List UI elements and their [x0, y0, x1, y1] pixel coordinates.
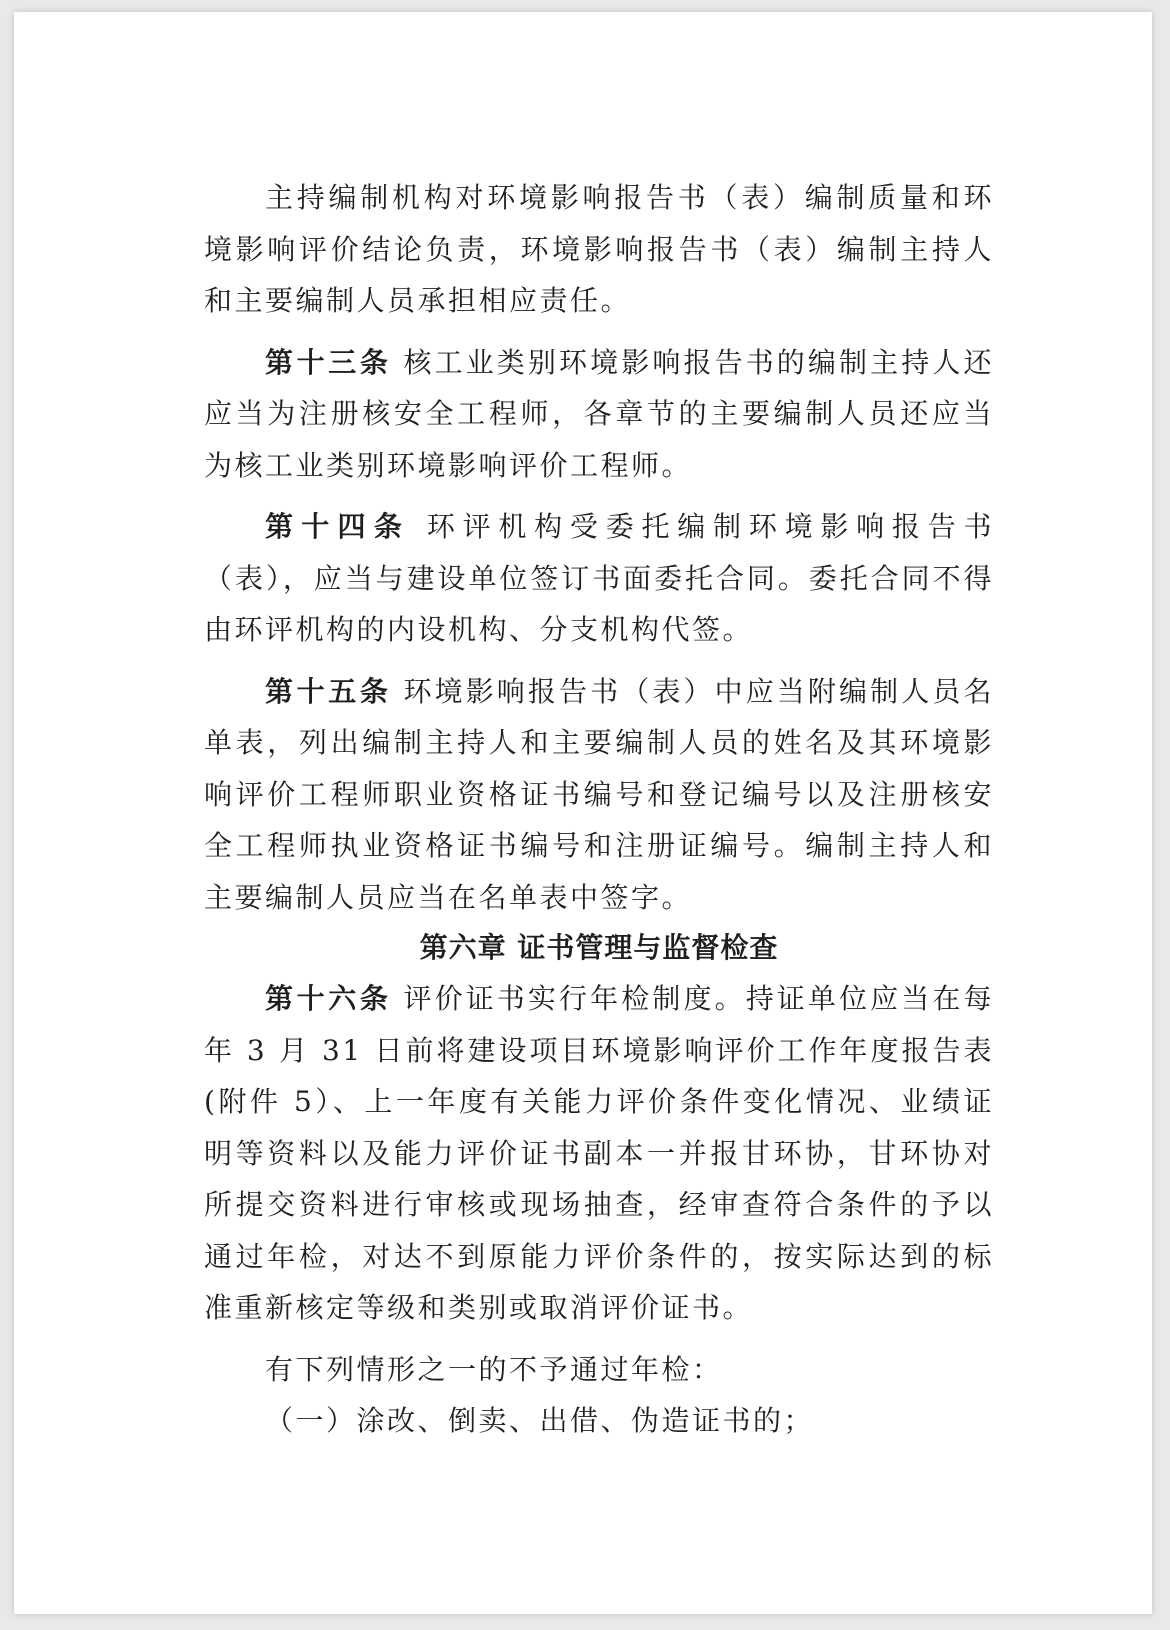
- article-text: 核工业类别环境影响报告书的编制主持人还应当为注册核安全工程师，各章节的主要编制人员还应当为核工业类别环境影响评价工程师。: [204, 345, 994, 482]
- document-body: [204, 172, 994, 1447]
- article-14: [204, 501, 994, 656]
- list-intro: 有下列情形之一的不予通过年检：: [265, 1352, 723, 1386]
- chapter-heading: 第六章 证书管理与监督检查: [419, 931, 779, 964]
- article-15: [204, 666, 994, 924]
- article-label: 第十六条: [265, 982, 392, 1015]
- article-label: 第十五条: [265, 674, 392, 708]
- article-16: [204, 973, 994, 1334]
- article-13: [204, 337, 994, 492]
- paragraph-responsibility: [204, 172, 994, 327]
- document-page: [14, 12, 1152, 1614]
- article-label: 第十三条: [265, 345, 392, 379]
- list-item: （一）涂改、倒卖、出借、伪造证书的；: [265, 1404, 815, 1437]
- article-text: 环评机构受委托编制环境影响报告书（表），应当与建设单位签订书面委托合同。委托合同不得由环评机构的内设机构、分支机构代签。: [204, 510, 994, 646]
- article-label: 第十四条: [265, 510, 411, 543]
- article-text: 环境影响报告书（表）中应当附编制人员名单表，列出编制主持人和主要编制人员的姓名及其环境影响评价工程师职业资格证书编号和登记编号以及注册核安全工程师执业资格证书编号和注册证编号。编制主持人和主要编制人员应当在名单表中签字。: [204, 674, 994, 914]
- paragraph-text: 主持编制机构对环境影响报告书（表）编制质量和环境影响评价结论负责，环境影响报告书（表）编制主持人和主要编制人员承担相应责任。: [204, 181, 994, 317]
- article-text: 评价证书实行年检制度。持证单位应当在每年 3 月 31 日前将建设项目环境影响评价工作年度报告表(附件 5）、上一年度有关能力评价条件变化情况、业绩证明等资料以及能力评价证书副本一并报甘环协，甘环协对所提交资料进行审核或现场抽查，经审查符合条件的予以通过年检，对达不到原能力评价条件的，按实际达到的标准重新核定等级和类别或取消评价证书。: [204, 982, 994, 1324]
